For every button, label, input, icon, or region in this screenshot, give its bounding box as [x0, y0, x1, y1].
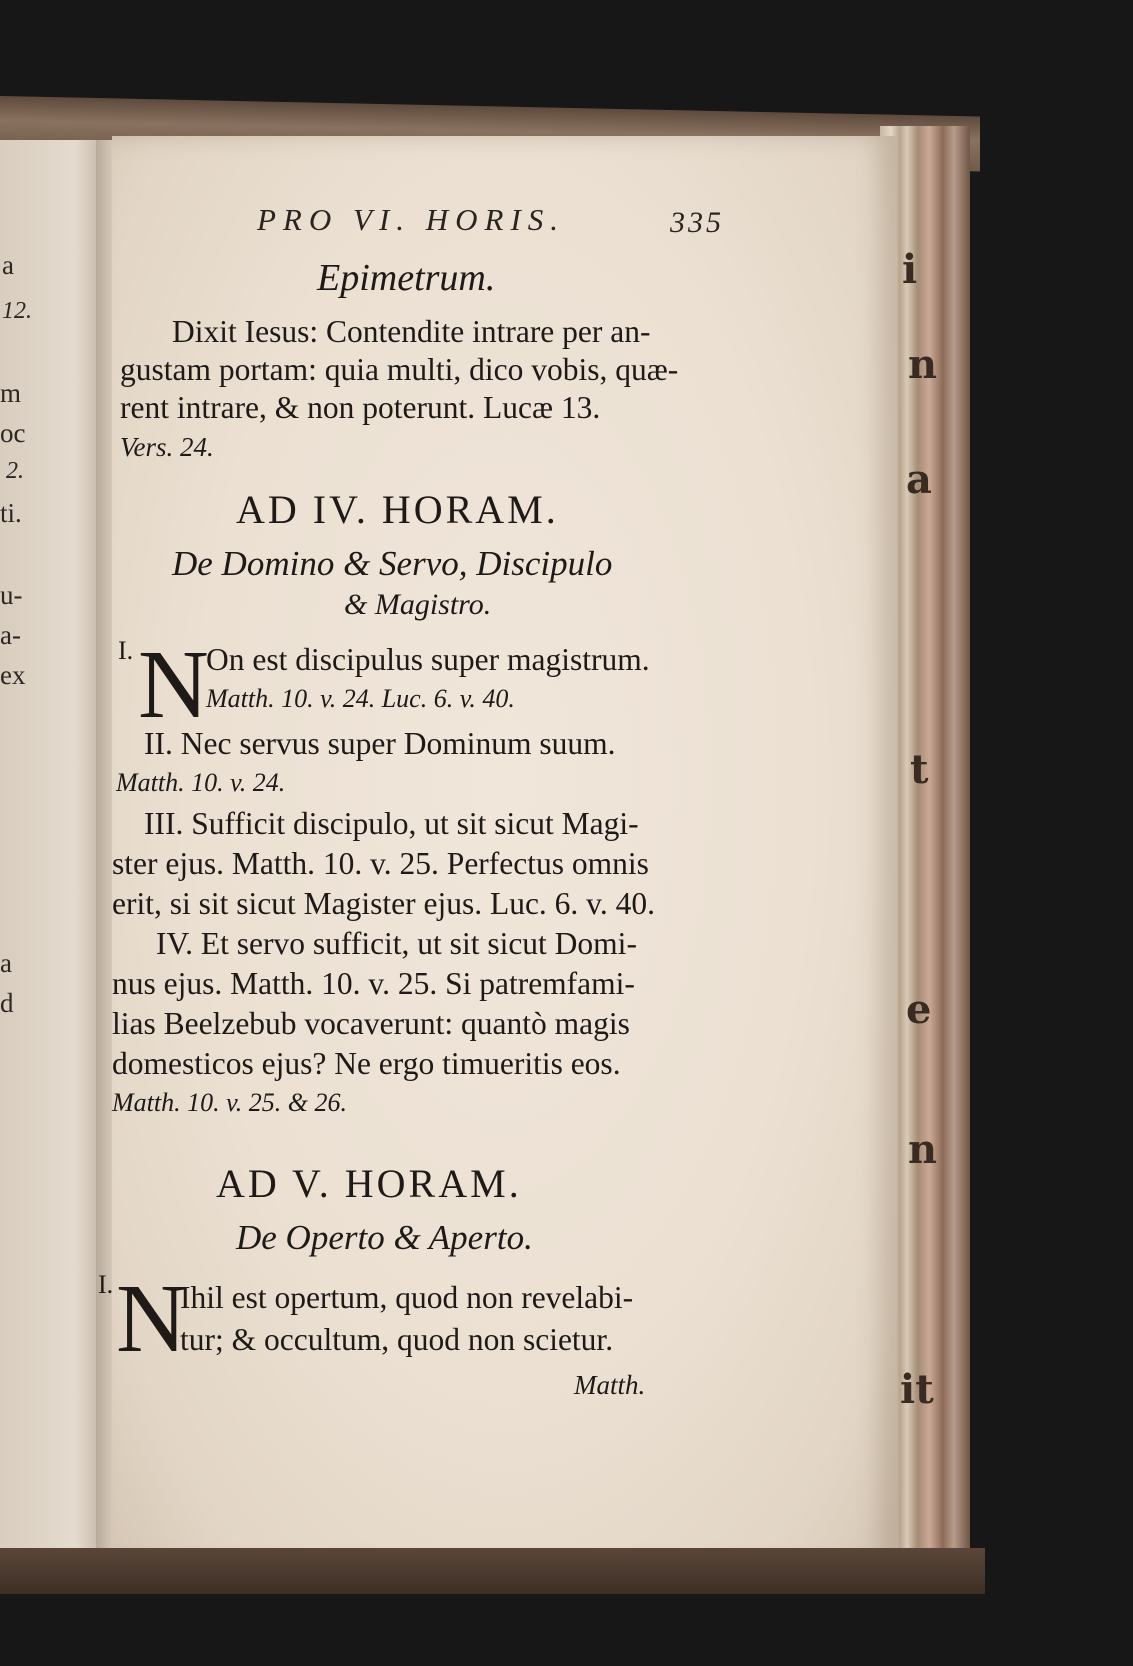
left-fragment: a: [0, 948, 12, 978]
left-page-fragments: [0, 140, 108, 1560]
section-iv-subtitle: & Magistro.: [344, 588, 492, 621]
item-reference: Matth. 10. v. 25. & 26.: [112, 1088, 347, 1117]
epimetrum-line: rent intrare, & non poterunt. Lucæ 13.: [120, 390, 601, 425]
item-reference: Matth. 10. v. 24.: [116, 768, 286, 797]
section-iv-subtitle: De Domino & Servo, Discipulo: [172, 544, 613, 583]
drop-cap: N: [116, 1265, 187, 1373]
page-text: [98, 136, 897, 1566]
section-heading-iv: AD IV. HORAM.: [236, 487, 559, 532]
edge-letter: n: [908, 341, 938, 388]
item-line: III. Sufficit discipulo, ut sit sicut Magi-: [144, 806, 639, 841]
left-fragment: ti.: [0, 498, 22, 528]
left-fragment: 12.: [2, 298, 32, 324]
right-page: [98, 136, 897, 1566]
item-line: Ihil est opertum, quod non revelabi-: [180, 1280, 634, 1315]
item-numeral: I.: [118, 636, 134, 665]
left-fragment: 2.: [6, 458, 24, 484]
item-numeral: I.: [98, 1270, 114, 1299]
item-line: II. Nec servus super Dominum suum.: [144, 726, 616, 761]
edge-letter: a: [906, 456, 932, 503]
left-fragment: a-: [0, 620, 21, 650]
section-heading-v: AD V. HORAM.: [216, 1161, 522, 1206]
item-line: domesticos ejus? Ne ergo timueritis eos.: [112, 1046, 621, 1081]
left-page: [0, 140, 108, 1560]
edge-letter: i: [902, 246, 918, 293]
left-fragment: m: [0, 378, 22, 408]
item-line: ster ejus. Matth. 10. v. 25. Perfectus omnis: [112, 846, 649, 881]
epimetrum-line: Dixit Iesus: Contendite intrare per an-: [172, 314, 651, 349]
section-v-subtitle: De Operto & Aperto.: [236, 1218, 533, 1257]
edge-letter: n: [908, 1126, 938, 1173]
epimetrum-line: Vers. 24.: [120, 432, 214, 462]
page-number: 335: [670, 206, 724, 239]
left-fragment: u-: [0, 580, 23, 610]
left-fragment: oc: [0, 418, 26, 448]
epimetrum-line: gustam portam: quia multi, dico vobis, quæ-: [120, 352, 679, 387]
item-line: nus ejus. Matth. 10. v. 25. Si patremfami-: [112, 966, 635, 1001]
catchword: Matth.: [574, 1370, 646, 1400]
edge-letter: e: [906, 986, 932, 1033]
left-fragment: a: [2, 250, 14, 280]
item-reference: Matth. 10. v. 24. Luc. 6. v. 40.: [206, 684, 515, 713]
item-line: lias Beelzebub vocaverunt: quantò magis: [112, 1006, 630, 1041]
left-fragment: ex: [0, 660, 26, 690]
item-line: erit, si sit sicut Magister ejus. Luc. 6. v. 40.: [112, 886, 656, 921]
left-fragment: d: [0, 988, 14, 1018]
edge-letter: it: [900, 1366, 934, 1413]
epimetrum-title: Epimetrum.: [317, 257, 496, 299]
item-line: On est discipulus super magistrum.: [206, 642, 650, 677]
item-line: IV. Et servo sufficit, ut sit sicut Domi-: [156, 926, 637, 961]
edge-letter: t: [910, 746, 929, 793]
drop-cap: N: [138, 631, 209, 739]
running-head: PRO VI. HORIS.: [257, 202, 566, 237]
book-cover-bottom-edge: [0, 1548, 985, 1594]
item-line: tur; & occultum, quod non scietur.: [180, 1322, 614, 1357]
